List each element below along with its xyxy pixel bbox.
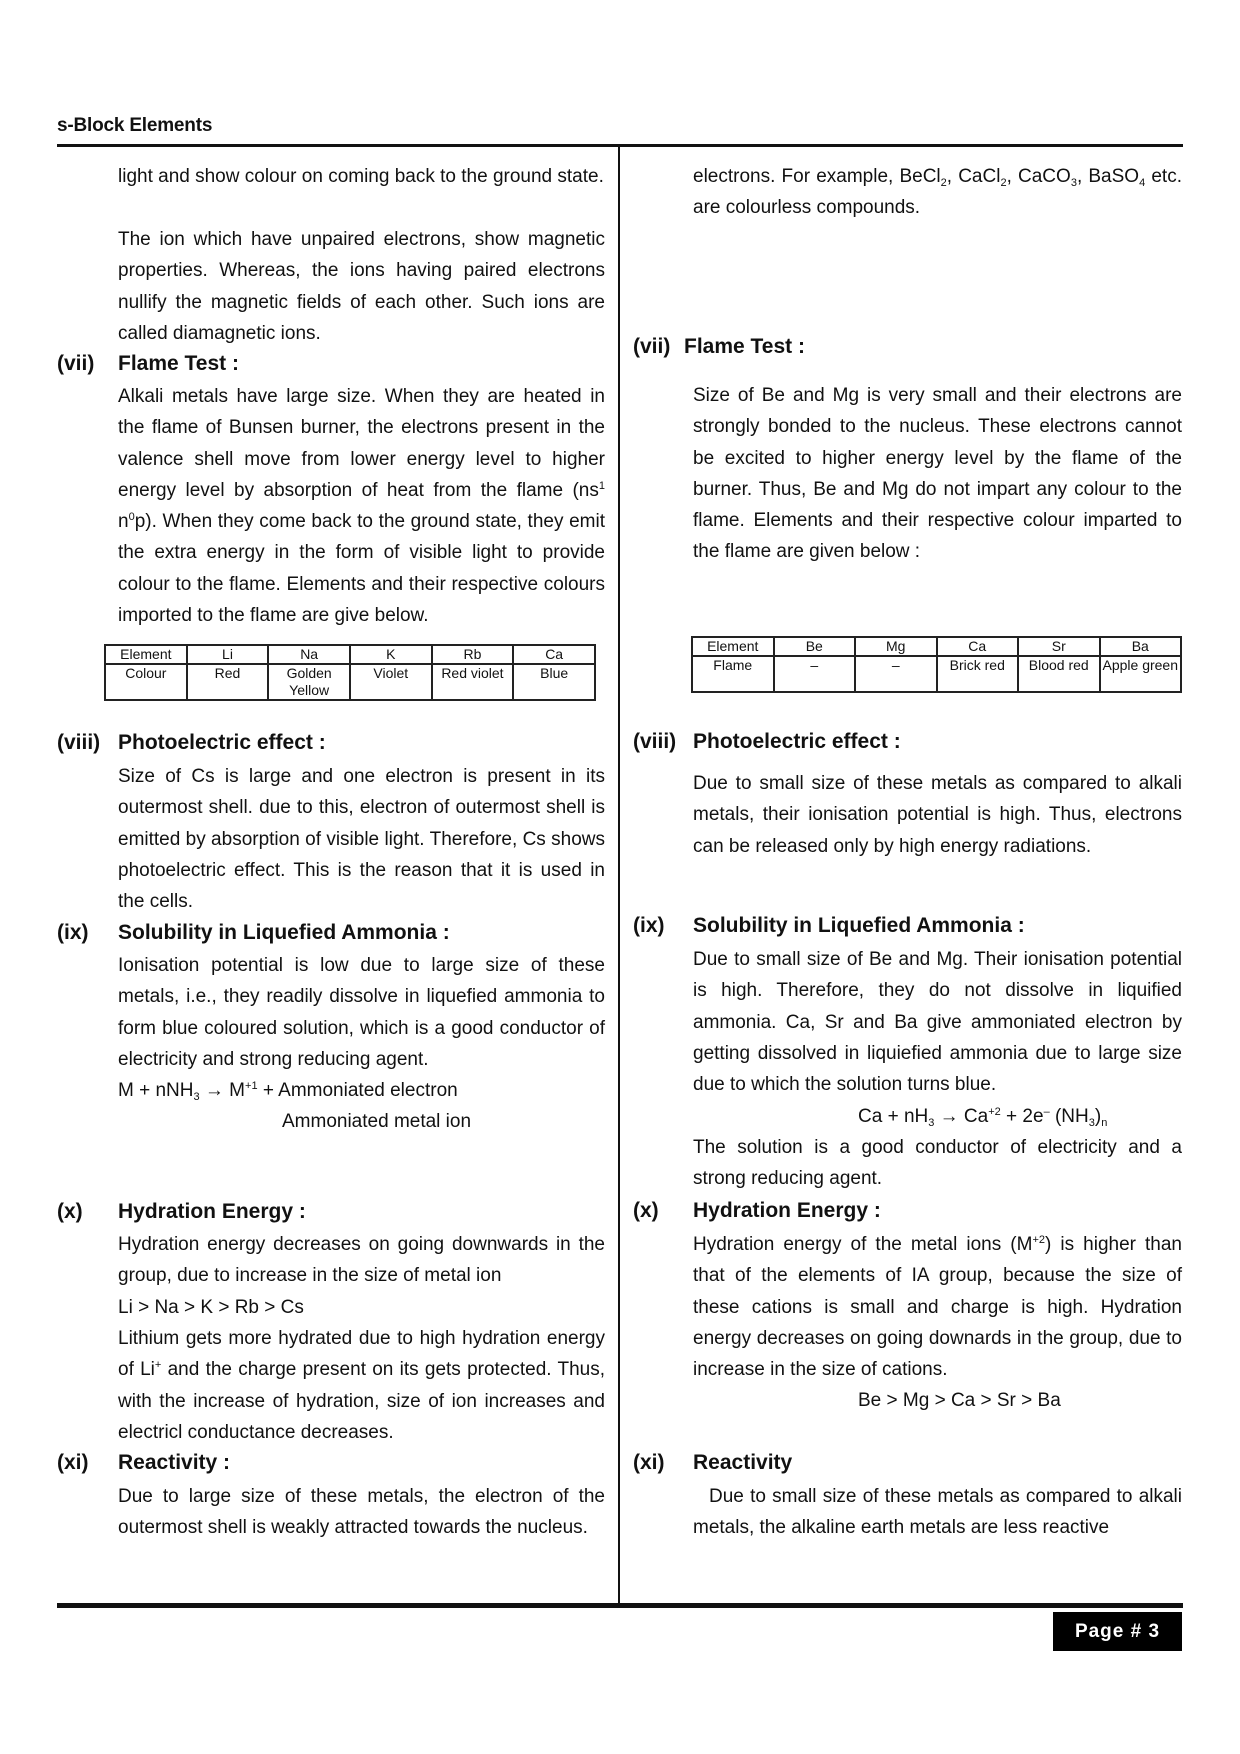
section-title-hydration: Hydration Energy : (693, 1199, 881, 1222)
section-number: (ix) (57, 921, 89, 944)
table-cell: Blood red (1018, 656, 1100, 692)
table-header-row (105, 645, 595, 664)
flame-test-paragraph: Alkali metals have large size. When they are heated in the flame of Bunsen burner, the electrons present in the valence shell move from lower energy level to higher energy level by absorption of heat from the flame ($ns^1$ $n^0p$). When they come back to the ground state, they emit the extra energy in the form of visible light to provide colour to the flame. Elements and their respective colours imported to the flame are give below. (118, 386, 605, 627)
table-cell: Red (187, 664, 269, 700)
table-cell: Apple green (1100, 656, 1182, 692)
section-title-photoelectric: Photoelectric effect : (118, 731, 326, 754)
column-divider (618, 146, 620, 1604)
right-intro-paragraph: electrons. For example, BeCl$_2$, CaCl$_2$, CaCO$_3$, BaSO$_4$ etc. are colourless compounds. (693, 166, 1182, 219)
table-header-row (692, 637, 1181, 656)
ammonia-equation: $M + nNH_3 \to M^{+1}$ + Ammoniated electron (118, 1080, 458, 1103)
table-cell: Ca (937, 637, 1019, 656)
table-cell: – (774, 656, 856, 692)
table-cell: Red violet (432, 664, 514, 700)
left-intro-paragraph-1: light and show colour on coming back to the ground state. (118, 166, 604, 187)
section-number: (viii) (57, 731, 101, 754)
table-cell: Mg (855, 637, 937, 656)
table-cell: Violet (350, 664, 432, 700)
page-number-badge: Page # 3 (1053, 1612, 1182, 1651)
table-cell: Blue (513, 664, 595, 700)
section-number: (viii) (633, 730, 677, 753)
page-header-title: s-Block Elements (57, 115, 213, 136)
ammonia-equation: $Ca + nH_3 \to Ca^{+2} + 2e^-$ $(NH_3)_n$ (858, 1106, 1108, 1129)
table-row (692, 656, 1181, 692)
section-title-photoelectric: Photoelectric effect : (693, 730, 901, 753)
table-cell: Flame (692, 656, 774, 692)
ammoniated-metal-ion-label: Ammoniated metal ion (282, 1111, 472, 1132)
table-cell: Li (187, 645, 269, 664)
section-title-solubility: Solubility in Liquefied Ammonia : (693, 914, 1025, 937)
reactivity-paragraph: Due to large size of these metals, the electron of the outermost shell is weakly attracted towards the nucleus. (118, 1486, 605, 1539)
section-title-reactivity: Reactivity (693, 1451, 793, 1474)
table-cell: Na (268, 645, 350, 664)
alkaline-earth-flame-table (691, 636, 1182, 693)
header-rule (57, 144, 1183, 147)
table-cell: Sr (1018, 637, 1100, 656)
section-title-hydration: Hydration Energy : (118, 1200, 306, 1223)
solubility-paragraph: Ionisation potential is low due to large size of these metals, i.e., they readily dissolve in liquefied ammonia to form blue coloured solution, which is a good conductor of electricity and strong reducing agent. (118, 955, 605, 1070)
section-number: (ix) (633, 914, 665, 937)
hydration-order: Be > Mg > Ca > Sr > Ba (858, 1390, 1061, 1411)
hydration-paragraph-2: Lithium gets more hydrated due to high hydration energy of Li+ and the charge present on its gets protected. Thus, with the increase of hydration, size of ion increases and electricl conductance decreases. (118, 1328, 605, 1443)
hydration-order: Li > Na > K > Rb > Cs (118, 1297, 304, 1318)
section-number: (x) (57, 1200, 83, 1223)
footer-rule (57, 1603, 1183, 1608)
flame-test-paragraph: Size of Be and Mg is very small and their electrons are strongly bonded to the nucleus. These electrons cannot be excited to higher energy level by the flame of the burner. Thus, Be and Mg do not impart any colour to the flame. Elements and their respective colour imparted to the flame are given below : (693, 385, 1182, 563)
section-title-reactivity: Reactivity : (118, 1451, 231, 1474)
photoelectric-paragraph: Size of Cs is large and one electron is present in its outermost shell. due to this, electron of outermost shell is emitted by absorption of visible light. Therefore, Cs shows photoelectric effect. This is the reason that it is used in the cells. (118, 766, 605, 913)
table-cell: Ba (1100, 637, 1182, 656)
section-number: (xi) (633, 1451, 665, 1474)
table-cell: Ca (513, 645, 595, 664)
table-cell: – (855, 656, 937, 692)
solubility-paragraph: Due to small size of Be and Mg. Their ionisation potential is high. Therefore, they do not dissolve in liquified ammonia. Ca, Sr and Ba give ammoniated electron by getting dissolved in liquiefied ammonia due to large size due to which the solution turns blue. (693, 949, 1182, 1096)
section-title-flame-test: Flame Test : (118, 352, 239, 375)
table-cell: K (350, 645, 432, 664)
table-cell: Brick red (937, 656, 1019, 692)
table-cell: Element (105, 645, 187, 664)
reactivity-paragraph: Due to small size of these metals as compared to alkali metals, the alkaline earth metals are less reactive (693, 1486, 1182, 1539)
table-cell: Element (692, 637, 774, 656)
hydration-paragraph-1: Hydration energy decreases on going downwards in the group, due to increase in the size of metal ion (118, 1234, 605, 1287)
table-row (105, 664, 595, 700)
left-intro-paragraph-2: The ion which have unpaired electrons, show magnetic properties. Whereas, the ions having paired electrons nullify the magnetic fields of each other. Such ions are called diamagnetic ions. (118, 229, 605, 344)
section-title-solubility: Solubility in Liquefied Ammonia : (118, 921, 450, 944)
table-cell: Be (774, 637, 856, 656)
section-number: (vii) (633, 335, 671, 358)
table-cell: Rb (432, 645, 514, 664)
hydration-paragraph: Hydration energy of the metal ions $(M^{+2})$ is higher than that of the elements of IA group, because the size of these cations is small and charge is high. Hydration energy decreases on going downards in the group, due to increase in the size of cations. (693, 1234, 1182, 1381)
alkali-flame-colour-table (104, 644, 596, 701)
table-cell: Golden Yellow (268, 664, 350, 700)
table-cell: Colour (105, 664, 187, 700)
solubility-paragraph-2: The solution is a good conductor of electricity and a strong reducing agent. (693, 1137, 1182, 1190)
photoelectric-paragraph: Due to small size of these metals as compared to alkali metals, their ionisation potential is high. Thus, electrons can be released only by high energy radiations. (693, 773, 1182, 857)
section-number: (vii) (57, 352, 95, 375)
section-title-flame-test: Flame Test : (684, 335, 805, 358)
section-number: (x) (633, 1199, 659, 1222)
section-number: (xi) (57, 1451, 89, 1474)
